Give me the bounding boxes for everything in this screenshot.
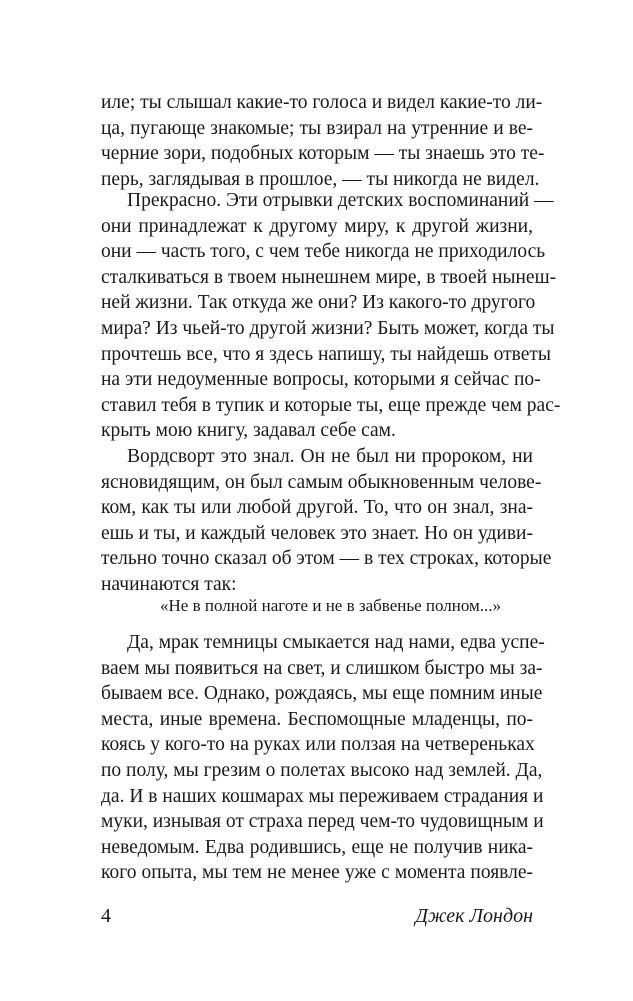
paragraph-3-line: начинаются так:: [101, 574, 237, 595]
paragraph-3-line: ком, как ты или любой другой. То, что он знал, зна-: [101, 497, 533, 519]
paragraph-1-line: ца, пугающе знакомые; ты взирал на утренние и ве-: [101, 117, 533, 139]
paragraph-4-line: бываем все. Однако, рождаясь, мы еще помним иные: [101, 683, 543, 705]
paragraph-1-line: черние зори, подобных которым — ты знаешь это те-: [101, 143, 545, 165]
paragraph-4-line: кого опыта, мы тем не менее уже с момента появле-: [101, 862, 533, 884]
paragraph-4-line: да. И в наших кошмарах мы переживаем страдания и: [101, 785, 544, 807]
paragraph-2-line: они — часть того, с чем тебе никогда не приходилось: [101, 241, 546, 263]
paragraph-2-line: на эти недоуменные вопросы, которыми я сейчас по-: [101, 369, 541, 391]
paragraph-3-line: ешь и ты, и каждый человек это знает. Но он удиви-: [101, 522, 533, 544]
running-footer-author: Джек Лондон: [415, 905, 533, 927]
paragraph-2-line: они принадлежат к другому миру, к другой жизни,: [101, 215, 533, 237]
paragraph-4-line: ваем мы появиться на свет, и слишком быстро мы за-: [101, 657, 543, 679]
paragraph-2-line: прочтешь все, что я здесь напишу, ты найдешь ответы: [101, 343, 552, 365]
paragraph-2-line: крыть мою книгу, задавал себе сам.: [101, 420, 396, 442]
paragraph-4-line: муки, изнывая от страха перед чем-то чудовищным и: [101, 811, 544, 833]
paragraph-2-line: Прекрасно. Эти отрывки детских воспоминаний —: [127, 190, 554, 211]
paragraph-4-line: коясь у кого-то на руках или ползая на четвереньках: [101, 734, 535, 756]
paragraph-3-line: тельно точно сказал об этом — в тех строках, которые: [101, 548, 552, 570]
paragraph-2-line: ней жизни. Так откуда же они? Из какого-то другого: [101, 292, 536, 314]
paragraph-3-line: Вордсворт это знал. Он не был ни пророком, ни: [127, 446, 533, 467]
paragraph-4-line: по полу, мы грезим о полетах высоко над землей. Да,: [101, 760, 543, 781]
paragraph-2-line: ставил тебя в тупик и которые ты, еще прежде чем рас-: [101, 394, 561, 416]
paragraph-4-line: Да, мрак темницы смыкается над нами, едва успе-: [127, 632, 545, 653]
paragraph-1-line: иле; ты слышал какие-то голоса и видел какие-то ли-: [101, 92, 543, 113]
paragraph-1-line: перь, заглядывая в прошлое, — ты никогда не видел.: [101, 168, 540, 190]
paragraph-4-line: неведомым. Едва родившись, еще не получив ника-: [101, 836, 533, 858]
paragraph-2-line: сталкиваться в твоем нынешнем мире, в твоей нынеш-: [101, 266, 557, 288]
paragraph-4-line: места, иные времена. Беспомощные младенцы, по-: [101, 708, 533, 730]
paragraph-2-line: мира? Из чьей-то другой жизни? Быть может, когда ты: [101, 318, 555, 339]
page-number: 4: [101, 905, 111, 927]
quote-line: «Не в полной наготе и не в забвенье полном...»: [160, 596, 502, 615]
paragraph-3-line: ясновидящим, он был самым обыкновенным челове-: [101, 471, 542, 493]
